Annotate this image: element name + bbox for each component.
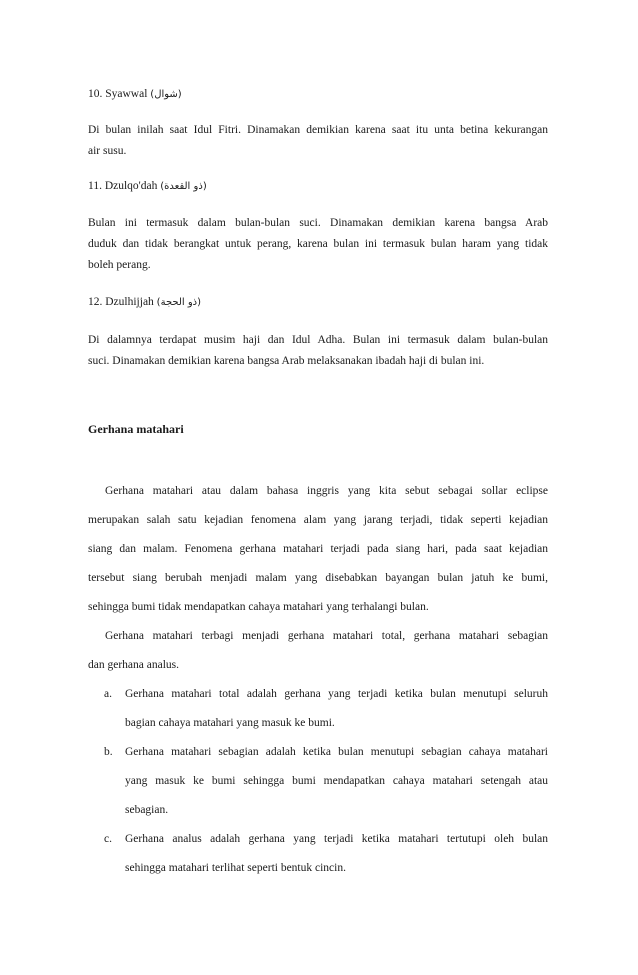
text-line: sebagian. <box>125 804 169 816</box>
month-title: 10. Syawwal <box>88 88 148 100</box>
list-marker: c. <box>104 833 112 845</box>
text-line: Di bulan inilah saat Idul Fitri. Dinamakan demikian karena saat itu unta betina kekurangan <box>88 124 548 136</box>
text-line: tersebut siang berubah menjadi malam yang disebabkan bayangan bulan jatuh ke bumi, <box>88 572 548 584</box>
text-line: Gerhana matahari terbagi menjadi gerhana matahari total, gerhana matahari sebagian <box>105 630 548 642</box>
month-description-dzulhijjah <box>88 330 548 372</box>
list-item-a <box>104 680 548 738</box>
month-title: 11. Dzulqo'dah <box>88 180 158 192</box>
list-marker: a. <box>104 688 112 700</box>
text-line: siang dan malam. Fenomena gerhana matahari terjadi pada siang hari, pada saat kejadian <box>88 543 548 555</box>
month-description-syawwal <box>88 120 548 162</box>
month-title: 12. Dzulhijjah <box>88 296 154 308</box>
section-heading: Gerhana matahari <box>88 422 184 436</box>
text-line: Bulan ini termasuk dalam bulan-bulan suci. Dinamakan demikian karena bangsa Arab <box>88 217 548 229</box>
list-marker: b. <box>104 746 113 758</box>
text-line: sehingga matahari terlihat seperti bentuk cincin. <box>125 862 346 874</box>
text-line: duduk dan tidak berangkat untuk perang, karena bulan ini termasuk bulan haram yang tidak <box>88 238 548 250</box>
text-line: boleh perang. <box>88 259 151 271</box>
text-line: Gerhana matahari atau dalam bahasa inggris yang kita sebut sebagai sollar eclipse <box>105 485 548 497</box>
list-item-b <box>104 738 548 825</box>
text-line: merupakan salah satu kejadian fenomena alam yang jarang terjadi, tidak seperti kejadian <box>88 514 548 526</box>
arabic-name: (ذو الحجة) <box>156 297 202 308</box>
text-line: Gerhana analus adalah gerhana yang terjadi ketika matahari tertutupi oleh bulan <box>125 833 548 845</box>
text-line: Di dalamnya terdapat musim haji dan Idul Adha. Bulan ini termasuk dalam bulan-bulan <box>88 334 548 346</box>
text-line: yang masuk ke bumi sehingga bumi mendapatkan cahaya matahari setengah atau <box>125 775 548 787</box>
text-line: suci. Dinamakan demikian karena bangsa Arab melaksanakan ibadah haji di bulan ini. <box>88 355 485 367</box>
text-line: dan gerhana analus. <box>88 659 180 671</box>
month-heading-syawwal <box>88 88 548 100</box>
text-line: bagian cahaya matahari yang masuk ke bumi. <box>125 717 335 729</box>
month-heading-dzulqodah <box>88 180 548 192</box>
paragraph-2 <box>88 622 548 680</box>
list-item-c <box>104 825 548 883</box>
arabic-name: (ذو القعدة) <box>160 181 207 192</box>
paragraph-1 <box>88 477 548 622</box>
text-line: Gerhana matahari sebagian adalah ketika bulan menutupi sebagian cahaya matahari <box>125 746 548 758</box>
arabic-name: (شوال) <box>150 89 182 100</box>
month-description-dzulqodah <box>88 213 548 276</box>
text-line: Gerhana matahari total adalah gerhana yang terjadi ketika bulan menutupi seluruh <box>125 688 548 700</box>
month-heading-dzulhijjah <box>88 296 548 308</box>
text-line: air susu. <box>88 145 127 157</box>
text-line: sehingga bumi tidak mendapatkan cahaya matahari yang terhalangi bulan. <box>88 601 429 613</box>
